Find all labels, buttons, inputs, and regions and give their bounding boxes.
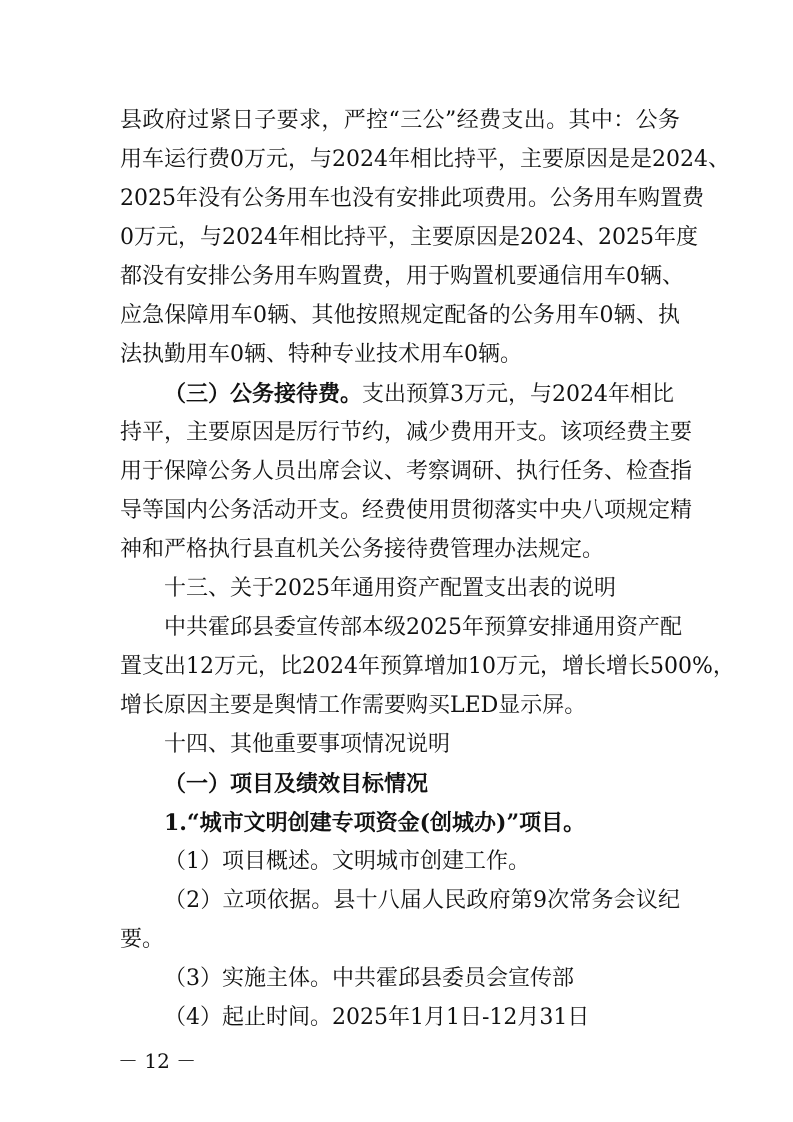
text-line: 置支出12万元，比2024年预算增加10万元，增长增长500%， xyxy=(120,654,735,679)
text-line: 用车运行费0万元，与2024年相比持平，主要原因是是2024、 xyxy=(120,147,730,172)
text-line: 增长原因主要是舆情工作需要购买LED显示屏。 xyxy=(120,693,587,718)
page-number: － 12 － xyxy=(118,1049,197,1073)
paragraph-first-line xyxy=(164,379,680,410)
text-line: 县政府过紧日子要求，严控“三公”经费支出。其中：公务 xyxy=(120,108,680,133)
list-item: （1）项目概述。文明城市创建工作。 xyxy=(164,849,530,874)
item-title: 1.“城市文明创建专项资金(创城办)”项目。 xyxy=(164,810,586,836)
text-line: 2025年没有公务用车也没有安排此项费用。公务用车购置费 xyxy=(120,186,704,211)
text-line: 用于保障公务人员出席会议、考察调研、执行任务、检查指 xyxy=(120,459,693,484)
subsection-title: （一）项目及绩效目标情况 xyxy=(164,771,429,797)
text-span: 支出预算3万元，与2024年相比 xyxy=(362,382,675,407)
list-item: （4）起止时间。2025年1月1日-12月31日 xyxy=(164,1005,590,1030)
section-title: 十三、关于2025年通用资产配置支出表的说明 xyxy=(164,576,616,601)
text-line: 都没有安排公务用车购置费，用于购置机要通信用车0辆、 xyxy=(120,264,684,289)
text-line: 中共霍邱县委宣传部本级2025年预算安排通用资产配 xyxy=(164,615,682,640)
text-line: 法执勤用车0辆、特种专业技术用车0辆。 xyxy=(120,342,522,367)
text-line: 神和严格执行县直机关公务接待费管理办法规定。 xyxy=(120,537,605,562)
text-line: 导等国内公务活动开支。经费使用贯彻落实中央八项规定精 xyxy=(120,498,693,523)
list-item: （3）实施主体。中共霍邱县委员会宣传部 xyxy=(164,966,574,991)
text-line: 持平，主要原因是厉行节约，减少费用开支。该项经费主要 xyxy=(120,420,693,445)
section-heading: （三）公务接待费。 xyxy=(164,381,363,407)
list-item: （2）立项依据。县十八届人民政府第9次常务会议纪 xyxy=(164,888,680,913)
section-title: 十四、其他重要事项情况说明 xyxy=(164,732,451,757)
list-item-continuation: 要。 xyxy=(120,927,165,952)
text-line: 0万元，与2024年相比持平，主要原因是2024、2025年度 xyxy=(120,225,698,250)
text-line: 应急保障用车0辆、其他按照规定配备的公务用车0辆、执 xyxy=(120,303,680,328)
